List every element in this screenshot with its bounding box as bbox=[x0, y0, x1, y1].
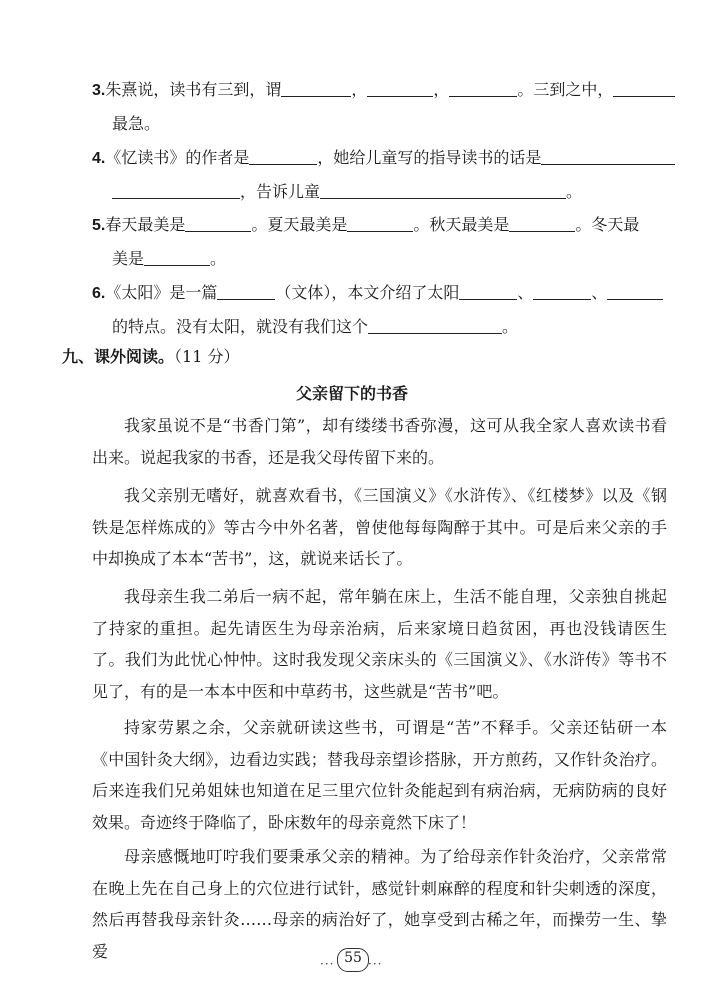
question-number: 4. bbox=[92, 150, 106, 167]
question-text: ，告诉儿童 bbox=[240, 182, 321, 201]
answer-blank[interactable] bbox=[112, 182, 240, 199]
answer-blank[interactable] bbox=[217, 283, 275, 300]
article-paragraph: 我家虽说不是“书香门第”，却有缕缕书香弥漫，这可从我全家人喜欢读书看出来。说起我家的书香，还是我父母传留下来的。 bbox=[92, 416, 667, 467]
article-paragraph: 持家劳累之余，父亲就研读这些书，可谓是“苦”不释手。父亲还钻研一本《中国针灸大纲》，边看边实践；替我母亲望诊搭脉，开方煎药，又作针灸治疗。后来连我们兄弟姐妹也知道在足三里穴位针灸能起到有病治病，无病防病的良好效果。奇迹终于降临了，卧床数年的母亲竟然下床了！ bbox=[92, 718, 667, 832]
answer-blank[interactable] bbox=[281, 80, 351, 97]
question-text: 的特点。没有太阳，就没有我们这个 bbox=[112, 317, 369, 336]
answer-blank[interactable] bbox=[613, 80, 675, 97]
question-4-continued bbox=[112, 182, 582, 202]
answer-blank[interactable] bbox=[607, 283, 663, 300]
answer-blank[interactable] bbox=[509, 215, 575, 232]
question-text: 。三到之中， bbox=[517, 80, 614, 99]
answer-blank[interactable] bbox=[320, 182, 566, 199]
answer-blank[interactable] bbox=[459, 283, 517, 300]
question-text: ，她给儿童写的指导读书的话是 bbox=[317, 148, 542, 167]
question-number: 5. bbox=[92, 217, 106, 234]
answer-blank[interactable] bbox=[368, 317, 502, 334]
section-score: （11 分） bbox=[174, 347, 240, 366]
answer-blank[interactable] bbox=[541, 148, 675, 165]
question-6-continued bbox=[112, 317, 518, 337]
question-3-continued bbox=[112, 114, 160, 134]
article-paragraph: 我母亲生我二弟后一病不起，常年躺在床上，生活不能自理，父亲独自挑起了持家的重担。起先请医生为母亲治病，后来家境日趋贫困，再也没钱请医生了。我们为此忧心忡忡。这时我发现父亲床头的《三国演义》、《水浒传》等书不见了，有的是一本本中医和中草药书，这些就是“苦书”吧。 bbox=[92, 587, 667, 701]
answer-blank[interactable] bbox=[144, 249, 210, 266]
page-number: 55 bbox=[344, 950, 362, 966]
question-text: 。夏天最美是 bbox=[251, 215, 348, 234]
question-text: 最急。 bbox=[112, 114, 161, 133]
answer-blank[interactable] bbox=[185, 215, 251, 232]
separator: 、 bbox=[517, 283, 534, 302]
answer-blank[interactable] bbox=[449, 80, 517, 97]
page-number-badge bbox=[320, 948, 384, 974]
question-text: 美是 bbox=[112, 249, 145, 268]
question-3 bbox=[92, 80, 675, 101]
question-4 bbox=[92, 148, 675, 169]
answer-blank[interactable] bbox=[249, 148, 317, 165]
answer-blank[interactable] bbox=[347, 215, 413, 232]
separator: 、 bbox=[591, 283, 608, 302]
question-text: 。 bbox=[210, 249, 227, 268]
separator: ， bbox=[433, 80, 450, 99]
question-text: 。 bbox=[502, 317, 519, 336]
question-text: 《太阳》是一篇 bbox=[105, 283, 218, 302]
question-text: 。 bbox=[566, 182, 583, 201]
answer-blank[interactable] bbox=[367, 80, 433, 97]
question-text: （文体），本文介绍了太阳 bbox=[275, 283, 460, 302]
article-paragraph: 母亲感慨地叮咛我们要秉承父亲的精神。为了给母亲作针灸治疗，父亲常常在晚上先在自己身上的穴位进行试针，感觉针刺麻醉的程度和针尖刺透的深度，然后再替我母亲针灸……母亲的病治好了，她享受到古稀之年，而操劳一生、挚爱 bbox=[92, 847, 667, 961]
question-text: 朱熹说，读书有三到，谓 bbox=[105, 80, 282, 99]
article-paragraph: 我父亲别无嗜好，就喜欢看书，《三国演义》《水浒传》、《红楼梦》以及《钢铁是怎样炼成的》等古今中外名著，曾使他每每陶醉于其中。可是后来父亲的手中却换成了本本“苦书”，这，就说来话长了。 bbox=[92, 486, 667, 568]
section-heading bbox=[62, 347, 239, 367]
separator: ， bbox=[351, 80, 368, 99]
question-5-continued bbox=[112, 249, 226, 269]
question-6 bbox=[92, 283, 663, 304]
dots-ornament: ··· bbox=[320, 957, 335, 971]
question-number: 6. bbox=[92, 285, 106, 302]
answer-blank[interactable] bbox=[533, 283, 591, 300]
question-text: 。冬天最 bbox=[575, 215, 640, 234]
question-text: 《忆读书》的作者是 bbox=[105, 148, 250, 167]
question-text: 春天最美是 bbox=[105, 215, 186, 234]
question-5 bbox=[92, 215, 639, 236]
question-number: 3. bbox=[92, 82, 106, 99]
dots-ornament: ··· bbox=[368, 957, 383, 971]
question-text: 。秋天最美是 bbox=[413, 215, 510, 234]
section-label: 九、课外阅读。 bbox=[62, 347, 175, 366]
article-title: 父亲留下的书香 bbox=[295, 384, 408, 403]
